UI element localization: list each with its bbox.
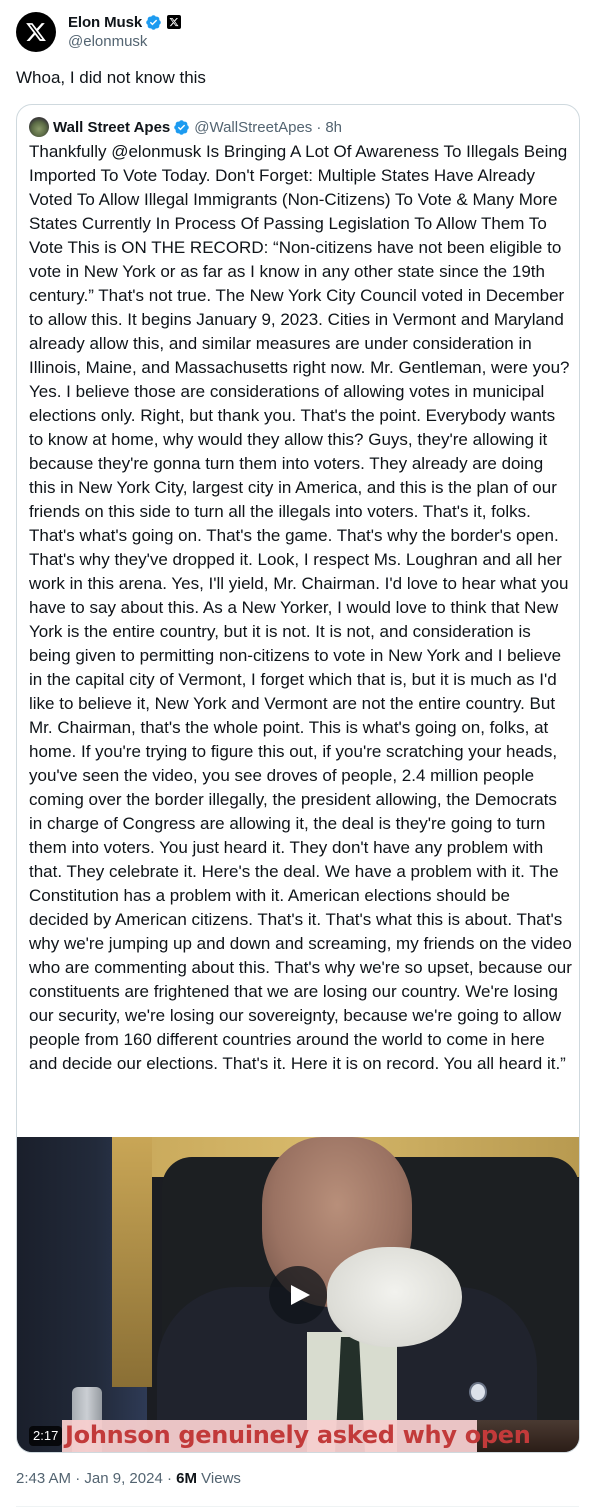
tweet-author xyxy=(16,12,181,56)
display-name[interactable]: Elon Musk xyxy=(68,13,143,31)
separator-dot: · xyxy=(166,1470,172,1487)
x-logo-icon xyxy=(169,17,179,27)
video-frame-mask xyxy=(327,1247,462,1347)
quoted-time[interactable]: 8h xyxy=(325,118,342,136)
play-icon xyxy=(288,1283,312,1307)
quoted-display-name[interactable]: Wall Street Apes xyxy=(53,118,171,136)
tweet-date[interactable]: Jan 9, 2024 xyxy=(84,1470,163,1487)
author-meta xyxy=(68,12,181,52)
quoted-tweet-text: Thankfully @elonmusk Is Bringing A Lot Of Awareness To Illegals Being Imported To Vote Today. Don't Forget: Multiple States Have Already Voted To Allow Illegal Immigrants (Non-Citizens) To Vote & Many More States Currently In Process Of Passing Legislation To Allow Them To Vote This is ON THE RECORD: “Non-citizens have not been eligible to vote in New York or as far as I know in any other state since the 19th century.” That's not true. The New York City Council voted in December to allow this. It begins January 9, 2023. Cities in Vermont and Maryland already allow this, and similar measures are under consideration in Illinois, Maine, and Massachusetts right now. Mr. Gentleman, were you? Yes. I believe those are considerations of allowing votes in municipal elections only. Right, but thank you. That's the point. Everybody wants to know at home, why would they allow this? Guys, they're allowing it because they're gonna turn them into voters. They already are doing this in New York City, largest city in America, and this is the plan of our friends on this side to turn all the illegals into voters. That's it, folks. That's what's going on. That's the game. That's why the border's open. That's why they've dropped it. Look, I respect Ms. Loughran and all her work in this arena. Yes, I'll yield, Mr. Chairman. I'd love to hear what you have to say about this. As a New Yorker, I would love to think that New York is the entire country, but it is not. It is not, and consideration is being given to permitting non-citizens to vote in New York and I believe in the capital city of Vermont, I forget which that is, but it is much as I'd like to believe it, New York and Vermont are not the entire country. But Mr. Chairman, that's the whole point. This is what's going on, folks, at home. If you're trying to figure this out, if you're scratching your heads, you've seen the video, you see droves of people, 2.4 million people coming over the border illegally, the president allowing, the Democrats in charge of Congress are allowing it, the deal is they're going to turn them into voters. You just heard it. They don't have any problem with that. They celebrate it. Here's the deal. We have a problem with it. The Constitution has a problem with it. American elections should be decided by American citizens. That's it. That's what this is about. That's why we're jumping up and down and screaming, my friends on the video who are commenting about this. That's why we're so upset, because our constituents are frightened that we are losing our country. We're losing our security, we're losing our sovereignty, because we're going to allow people from 160 different countries around the world to come in here and decide our elections. That's it. Here it is on record. You all heard it.” xyxy=(29,142,572,1073)
quoted-avatar[interactable] xyxy=(29,117,49,137)
x-logo-icon xyxy=(25,21,47,43)
avatar[interactable] xyxy=(16,12,56,52)
tweet-text: Whoa, I did not know this xyxy=(16,68,206,87)
handle[interactable]: @elonmusk xyxy=(68,33,148,50)
tweet-time[interactable]: 2:43 AM xyxy=(16,1470,72,1487)
tweet-meta xyxy=(16,1469,241,1489)
views-label: Views xyxy=(201,1470,241,1487)
video-duration: 2:17 xyxy=(29,1426,62,1446)
verified-badge-icon xyxy=(173,119,190,136)
name-line xyxy=(68,12,181,32)
quoted-handle[interactable]: @WallStreetApes xyxy=(194,118,313,136)
video-caption-overlay: Johnson genuinely asked why open xyxy=(65,1421,531,1449)
video-frame-panel xyxy=(112,1137,152,1387)
separator-dot: · xyxy=(75,1470,81,1487)
quoted-tweet-card[interactable] xyxy=(16,104,580,1453)
play-button[interactable] xyxy=(269,1266,327,1324)
video-player[interactable] xyxy=(17,1137,579,1453)
separator-dot: · xyxy=(316,118,322,136)
affiliation-badge[interactable] xyxy=(167,15,181,29)
video-frame-pin xyxy=(469,1382,487,1402)
views-count: 6M xyxy=(176,1470,197,1487)
quoted-tweet-header xyxy=(29,117,342,137)
verified-badge-icon xyxy=(145,14,162,31)
